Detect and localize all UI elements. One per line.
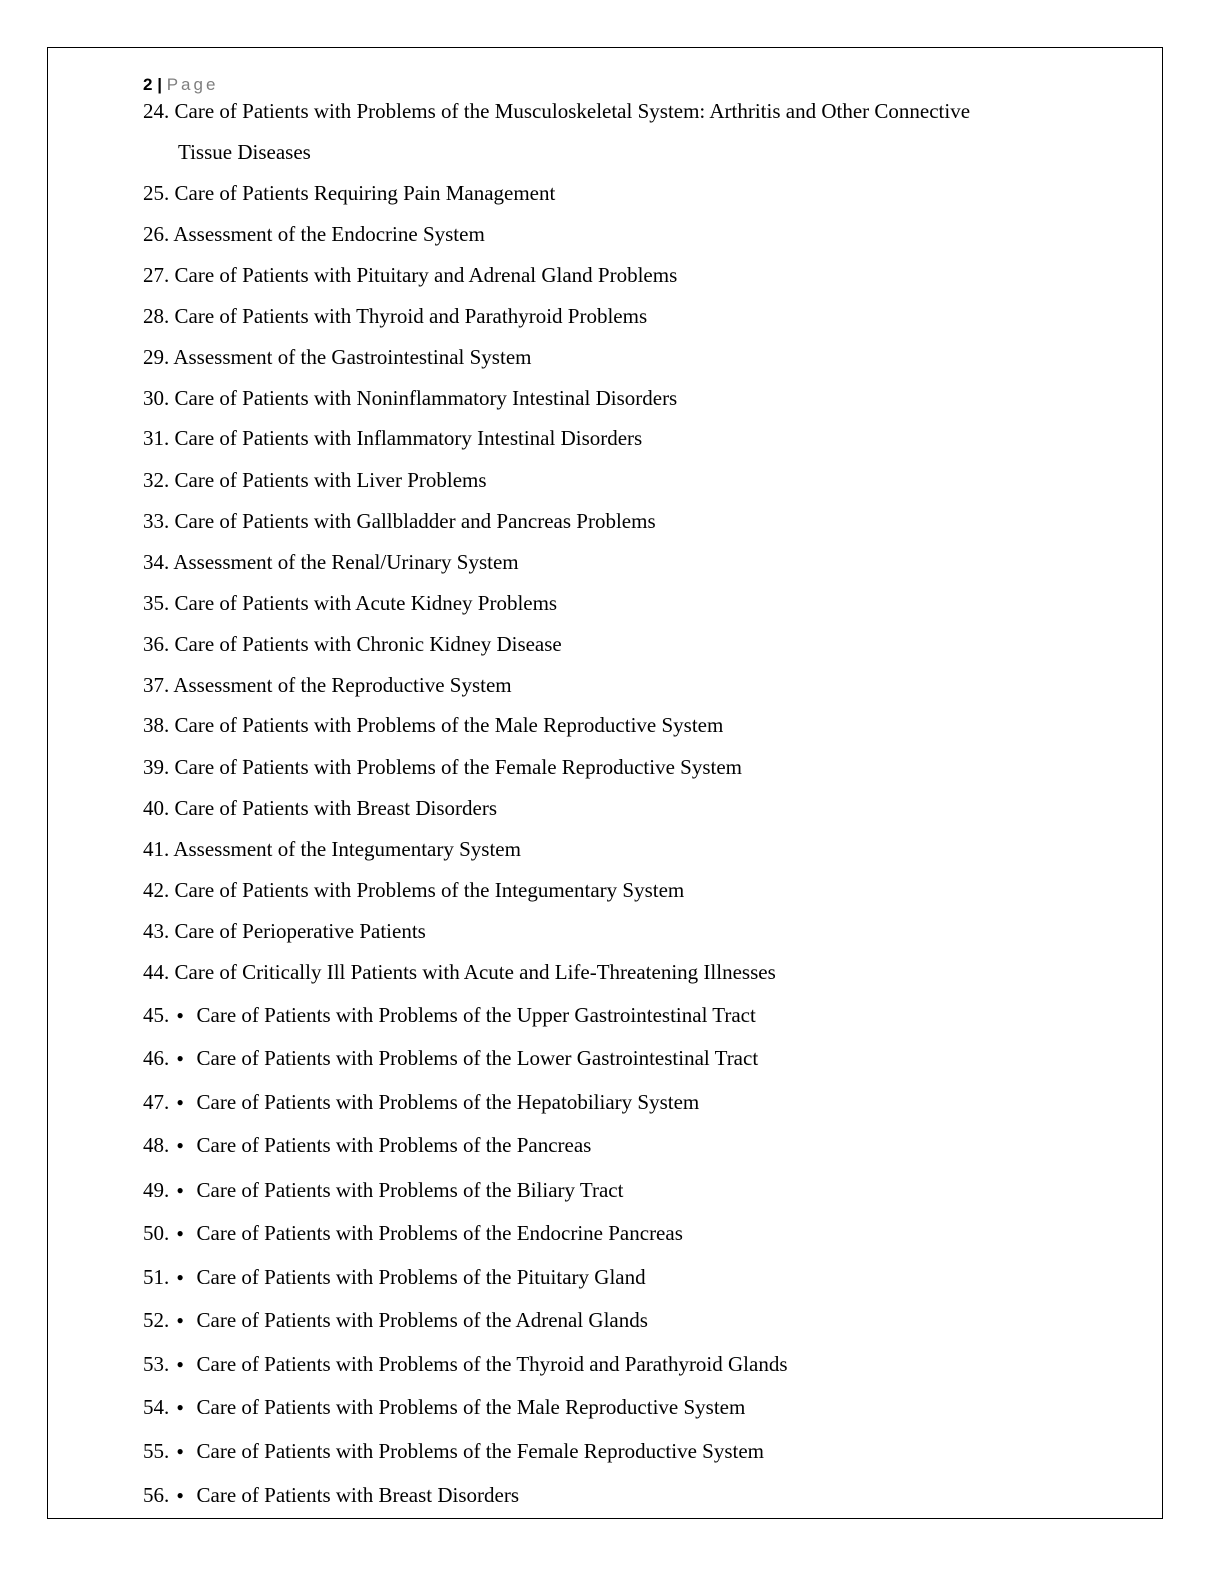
toc-entry: [143, 1003, 756, 1027]
toc-entry: [143, 468, 487, 492]
toc-entry-title: Care of Patients with Problems of the Female Reproductive System: [196, 1439, 764, 1463]
toc-entry-title: Care of Patients with Problems of the Integumentary System: [174, 878, 685, 902]
page-header: [143, 74, 218, 96]
bullet-icon: ●: [176, 1008, 184, 1022]
toc-entry-number: 29.: [143, 345, 174, 369]
toc-entry-number: 38.: [143, 713, 175, 737]
toc-entry-number: 55.: [143, 1439, 175, 1463]
toc-entry-title: Assessment of the Integumentary System: [173, 837, 521, 861]
toc-entry-title: Care of Patients with Problems of the Adrenal Glands: [196, 1308, 648, 1332]
toc-entry-title: Care of Patients with Gallbladder and Pancreas Problems: [174, 509, 656, 533]
toc-entry-number: 35.: [143, 591, 175, 615]
bullet-icon: ●: [176, 1444, 184, 1458]
toc-entry: [143, 181, 555, 205]
toc-entry-title: Care of Patients with Inflammatory Intestinal Disorders: [174, 426, 643, 450]
toc-entry: [143, 960, 776, 984]
toc-entry-title: Care of Patients with Breast Disorders: [174, 796, 498, 820]
toc-entry: [143, 426, 642, 450]
toc-entry-title: Care of Patients with Problems of the Upper Gastrointestinal Tract: [196, 1003, 756, 1027]
bullet-icon: ●: [176, 1051, 184, 1065]
toc-entry-number: 32.: [143, 468, 175, 492]
toc-entry-title: Care of Patients with Chronic Kidney Disease: [174, 632, 562, 656]
toc-entry-number: 45.: [143, 1003, 175, 1027]
toc-entry-number: 44.: [143, 960, 175, 984]
toc-entry: [143, 345, 531, 369]
toc-entry: [143, 1090, 699, 1114]
toc-entry: [143, 755, 742, 779]
bullet-icon: ●: [176, 1270, 184, 1284]
toc-entry-number: 31.: [143, 426, 175, 450]
toc-entry: [143, 509, 656, 533]
toc-entry: [143, 1265, 646, 1289]
toc-entry: [143, 1352, 788, 1376]
toc-entry: [143, 796, 497, 820]
toc-entry-number: 53.: [143, 1352, 175, 1376]
toc-entry-number: 37.: [143, 673, 174, 697]
toc-entry-number: 25.: [143, 181, 175, 205]
toc-entry-number: 26.: [143, 222, 174, 246]
toc-entry: [143, 1395, 745, 1419]
toc-entry: [143, 632, 562, 656]
toc-entry-title: Care of Patients with Noninflammatory Intestinal Disorders: [174, 386, 678, 410]
toc-entry-title-continuation: Tissue Diseases: [178, 140, 311, 164]
toc-entry-title: Care of Patients with Breast Disorders: [196, 1483, 520, 1507]
toc-entry-number: 40.: [143, 796, 175, 820]
toc-entry-title: Care of Patients with Problems of the Hepatobiliary System: [196, 1090, 700, 1114]
toc-entry-title: Care of Patients Requiring Pain Management: [174, 181, 556, 205]
toc-entry: [143, 673, 512, 697]
toc-entry-title: Assessment of the Gastrointestinal System: [173, 345, 532, 369]
toc-entry: [143, 99, 970, 123]
toc-entry: [143, 837, 521, 861]
bullet-icon: ●: [176, 1095, 184, 1109]
toc-entry-number: 34.: [143, 550, 174, 574]
toc-entry: [143, 1439, 764, 1463]
toc-entry: [143, 1178, 623, 1202]
toc-entry: [143, 591, 557, 615]
toc-entry: [143, 1221, 683, 1245]
bullet-icon: ●: [176, 1488, 184, 1502]
toc-entry-number: 48.: [143, 1133, 175, 1157]
toc-entry-number: 33.: [143, 509, 175, 533]
toc-entry-number: 50.: [143, 1221, 175, 1245]
bullet-icon: ●: [176, 1183, 184, 1197]
toc-entry-title: Assessment of the Reproductive System: [173, 673, 512, 697]
toc-entry-title: Care of Patients with Problems of the Pituitary Gland: [196, 1265, 646, 1289]
toc-entry-title: Care of Patients with Problems of the Lower Gastrointestinal Tract: [196, 1046, 759, 1070]
toc-entry-title: Care of Patients with Liver Problems: [174, 468, 487, 492]
bullet-icon: ●: [176, 1226, 184, 1240]
toc-entry: [143, 1046, 758, 1070]
toc-entry-title: Assessment of the Endocrine System: [173, 222, 485, 246]
toc-entry: [143, 222, 485, 246]
toc-entry-number: 41.: [143, 837, 174, 861]
toc-entry-number: 46.: [143, 1046, 175, 1070]
toc-entry: [143, 304, 647, 328]
toc-entry: [143, 1133, 591, 1157]
toc-entry-title: Care of Critically Ill Patients with Acute and Life-Threatening Illnesses: [174, 960, 776, 984]
toc-entry-title: Care of Perioperative Patients: [174, 919, 426, 943]
toc-entry: [143, 878, 684, 902]
toc-entry-title: Care of Patients with Problems of the Male Reproductive System: [174, 713, 724, 737]
bullet-icon: ●: [176, 1357, 184, 1371]
toc-entry-number: 43.: [143, 919, 175, 943]
toc-entry: [143, 386, 677, 410]
bullet-icon: ●: [176, 1138, 184, 1152]
toc-entry-number: 56.: [143, 1483, 175, 1507]
toc-entry: [143, 919, 426, 943]
toc-entry-number: 54.: [143, 1395, 175, 1419]
toc-entry-number: 49.: [143, 1178, 175, 1202]
toc-entry-title: Care of Patients with Problems of the Musculoskeletal System: Arthritis and Other Connective: [174, 99, 971, 123]
toc-entry: [143, 550, 519, 574]
toc-entry-number: 42.: [143, 878, 175, 902]
toc-entry-title: Care of Patients with Problems of the Endocrine Pancreas: [196, 1221, 683, 1245]
bullet-icon: ●: [176, 1400, 184, 1414]
toc-entry-title: Assessment of the Renal/Urinary System: [173, 550, 519, 574]
toc-entry-number: 36.: [143, 632, 175, 656]
toc-entry-title: Care of Patients with Problems of the Biliary Tract: [196, 1178, 624, 1202]
toc-entry: [143, 713, 723, 737]
toc-entry-number: 28.: [143, 304, 175, 328]
page-number: 2: [143, 75, 153, 94]
page-header-separator: |: [157, 75, 162, 94]
toc-entry-title: Care of Patients with Pituitary and Adrenal Gland Problems: [174, 263, 678, 287]
toc-entry-number: 24.: [143, 99, 175, 123]
toc-entry: [143, 1308, 648, 1332]
toc-entry-number: 47.: [143, 1090, 175, 1114]
page-label: Page: [166, 75, 219, 94]
toc-entry-number: 52.: [143, 1308, 175, 1332]
toc-entry-number: 27.: [143, 263, 175, 287]
toc-entry-number: 30.: [143, 386, 175, 410]
toc-entry-title: Care of Patients with Problems of the Thyroid and Parathyroid Glands: [196, 1352, 788, 1376]
toc-entry: [143, 263, 677, 287]
bullet-icon: ●: [176, 1313, 184, 1327]
toc-entry-number: 39.: [143, 755, 175, 779]
toc-entry: [143, 1483, 519, 1507]
toc-entry-title: Care of Patients with Problems of the Pancreas: [196, 1133, 592, 1157]
toc-entry-title: Care of Patients with Thyroid and Parathyroid Problems: [174, 304, 648, 328]
toc-entry-title: Care of Patients with Problems of the Male Reproductive System: [196, 1395, 746, 1419]
toc-entry-title: Care of Patients with Problems of the Female Reproductive System: [174, 755, 742, 779]
toc-entry-title: Care of Patients with Acute Kidney Problems: [174, 591, 558, 615]
toc-entry-number: 51.: [143, 1265, 175, 1289]
